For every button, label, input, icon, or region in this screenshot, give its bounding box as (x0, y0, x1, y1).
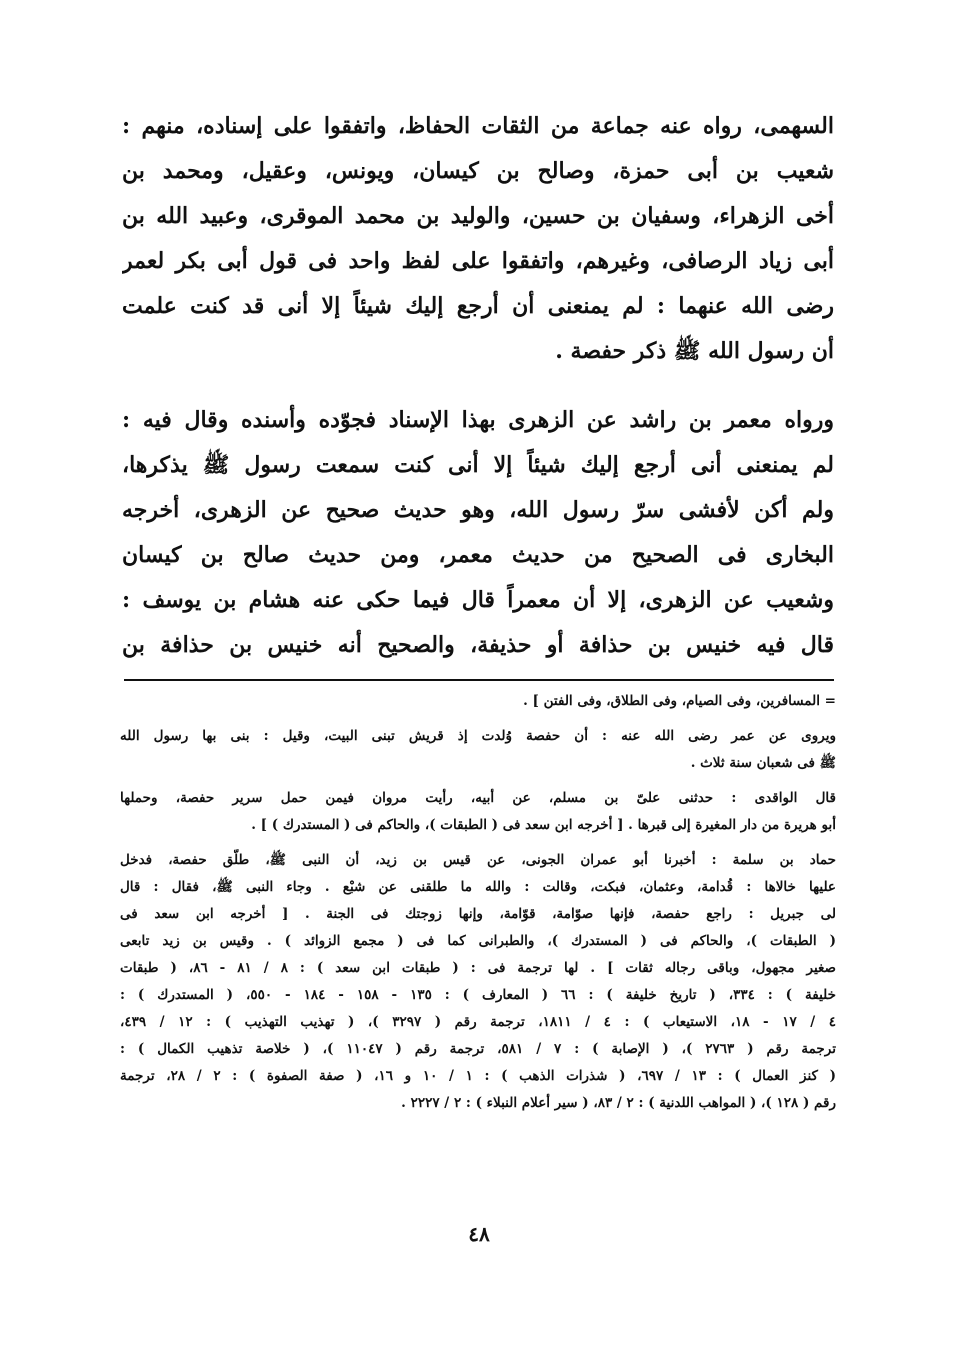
text-line: أخى الزهراء، وسفيان بن حسين، والوليد بن محمد الموقرى، وعبيد الله بن (122, 203, 834, 229)
text-line: لم يمنعنى أنى أرجع إليك شيئاً إلا أنى كنت سمعت رسول ﷺ يذكرها، (122, 452, 834, 478)
footnote-line: حماد بن سلمة : أخبرنا أبو عمران الجونى، عن قيس بن زيد، أن النبى ﷺ، طلّق حفصة، فدخل (120, 852, 836, 868)
footnote-line: ( كنز العمال ) : ١٣ / ٦٩٧، ( شذرات الذهب ) : ١ / ١٠ و ١٦، ( صفة الصفوة ) : ٢ / ٢٨، ترجمة (120, 1068, 836, 1084)
footnote-gap (120, 839, 836, 847)
footnote-line: ويروى عن عمر رضى الله عنه : أن حفصة وُلدت إذ قريش تبنى البيت، وقيل : بنى بها رسول الله (120, 728, 836, 744)
text-line: أن رسول الله ﷺ ذكر حفصة . (555, 338, 834, 364)
text-line: رضى الله عنهما : لم يمنعنى أن أرجع إليك شيئاً إلا أنى قد كنت علمت (122, 293, 834, 319)
text-line: ورواه معمر بن راشد عن الزهرى بهذا الإسناد فجوّده وأسنده وقال فيه : (122, 407, 834, 433)
footnote-line: ( الطبقات )، والحاكم فى ( المستدرك )، والطبرانى كما فى ( مجمع الزوائد ) . وقيس بن زيد تابعى (120, 933, 836, 949)
footnote-line: = المسافرين، وفى الصيام، وفى الطلاق، وفى الفتن ] . (523, 693, 836, 709)
footnote-line: عليها خالاها : قُدامة، وعثمان، فبكت، وقالت : والله ما طلقنى عن شبْع . وجاء النبى ﷺ، فقال : قال (120, 879, 836, 895)
text-line: السهمى، رواه عنه جماعة من الثقات الحفاظ، واتفقوا على إسناده، منهم : (122, 113, 834, 139)
footnote-gap (120, 777, 836, 785)
footnote-3 (120, 785, 836, 839)
footnote-line: صغير مجهول، وباقى رجاله ثقات ] . لها ترجمة فى : ( طبقات ابن سعد ) : ٨ / ٨١ - ٨٦، ( طبقات (120, 960, 836, 976)
paragraph-2 (122, 398, 834, 668)
page-number: ٤٨ (468, 1222, 490, 1246)
paragraph-gap (122, 374, 834, 398)
footnote-line: ترجمة رقم ( ٢٧٦٣ )، ( الإصابة ) : ٧ / ٥٨١، ترجمة رقم ( ١١٠٤٧ )، ( خلاصة تذهيب الكمال ) : (120, 1041, 836, 1057)
text-line: ولم أكن لأفشى سرّ رسول الله، وهو حديث صحيح عن الزهرى، أخرجه (122, 497, 834, 523)
footnote-line: قال الواقدى : حدثنى علىّ بن مسلم، عن أبيه، رأيت مروان فيمن حمل سرير حفصة، وحملها (120, 790, 836, 806)
footnote-line: لى جبريل : راجع حفصة، فإنها صوّامة، قوّامة، وإنها زوجتك فى الجنة . [ أخرجه ابن سعد فى (120, 906, 836, 922)
footnote-4 (120, 847, 836, 1117)
footnote-gap (120, 715, 836, 723)
text-line: البخارى فى الصحيح من حديث معمر، ومن حديث صالح بن كيسان (122, 542, 834, 568)
text-line: أبى زياد الرصافى، وغيرهم، واتفقوا على لفظ واحد فى قول أبى بكر لعمر (122, 248, 834, 274)
footnote-line: ﷺ فى شعبان سنة ثلاث . (690, 755, 836, 771)
footnote-line: رقم ( ١٢٨ )، ( المواهب اللدنية ) : ٢ / ٨٣، ( سير أعلام النبلاء ) : ٢ / ٢٢٢٧ . (401, 1095, 836, 1111)
footnote-1 (120, 688, 836, 715)
main-text (122, 104, 834, 668)
text-line: شعيب بن أبى حمزة، وصالح بن كيسان، ويونس، وعقيل، ومحمد بن (122, 158, 834, 184)
footnotes (120, 688, 836, 1117)
footnote-line: خليفة ) : ٣٣٤، ( تاريخ خليفة ) : ٦٦ ( المعارف ) : ١٣٥ - ١٥٨ - ١٨٤ - ٥٥٠، ( المستدرك ) : (120, 987, 836, 1003)
footnote-2 (120, 723, 836, 777)
text-line: وشعيب عن الزهرى، إلا أن معمراً قال فيما حكى عنه هشام بن يوسف : (122, 587, 834, 613)
text-line: قال فيه خنيس بن حذافة أو حذيفة، والصحيح أنه خنيس بن حذافة بن (122, 632, 834, 658)
footnote-divider (124, 679, 834, 681)
footnote-line: ٤ / ١٧ - ١٨، الاستيعاب ) : ٤ / ١٨١١، ترجمة رقم ( ٣٢٩٧ )، ( تهذيب التهذيب ) : ١٢ / ٤٣٩، (120, 1014, 836, 1030)
footnote-line: أبو هريرة من دار المغيرة إلى قبرها . [ أخرجه ابن سعد فى ( الطبقات )، والحاكم فى ( المستدرك ) ] . (251, 817, 836, 833)
paragraph-1 (122, 104, 834, 374)
